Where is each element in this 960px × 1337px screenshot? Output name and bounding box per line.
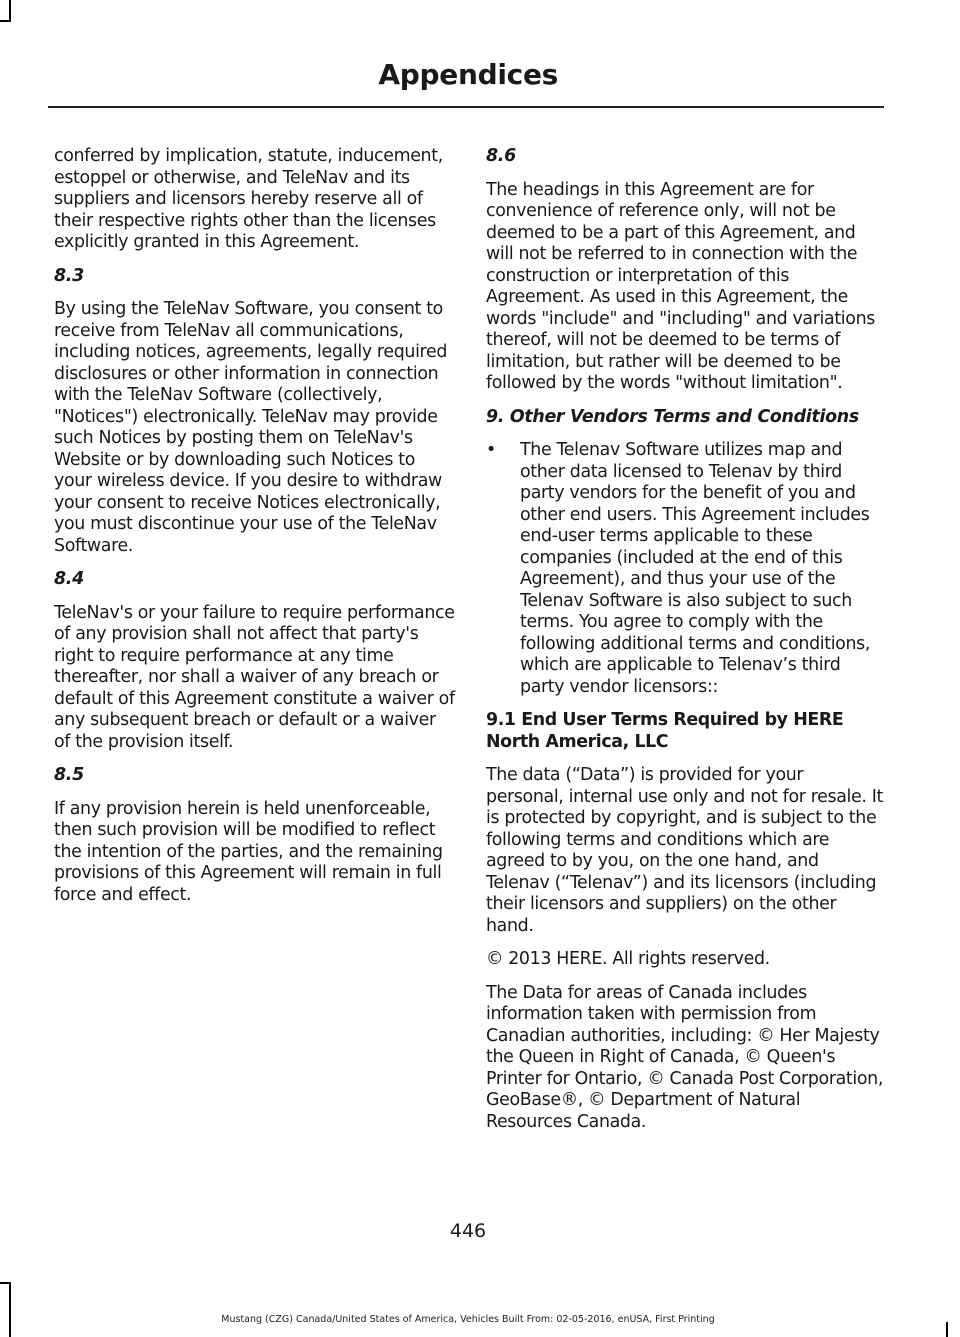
- section-9-heading: 9. Other Vendors Terms and Conditions: [486, 406, 859, 427]
- section-8-3-heading: 8.3: [54, 265, 84, 286]
- bullet-icon: •: [486, 440, 496, 460]
- intro-paragraph: conferred by implication, statute, inducement, estoppel or otherwise, and TeleNav and its suppliers and licensors hereby reserve all of their respective rights other than the licenses explicitly granted in this Agreement.: [54, 146, 443, 252]
- crop-mark-bottom-right: [946, 1322, 948, 1337]
- section-9-list: [486, 440, 884, 698]
- crop-mark-top-left: [9, 0, 11, 22]
- canada-data-text: The Data for areas of Canada includes information taken with permission from Canadian authorities, including: © Her Majesty the Queen in Right of Canada, © Queen's Printer for Ontario, © Canada Post Corporation, GeoBase®, © Department of Natural Resources Canada.: [486, 982, 884, 1132]
- left-column: [54, 146, 456, 918]
- page-number: 446: [449, 1220, 487, 1242]
- crop-mark-top-left-h: [0, 20, 11, 22]
- copyright-notice: © 2013 HERE. All rights reserved.: [486, 949, 770, 969]
- page-title: Appendices: [378, 58, 558, 91]
- header-divider: [48, 106, 884, 108]
- crop-mark-bottom-left-h: [0, 1282, 11, 1284]
- right-column: [486, 146, 884, 1145]
- crop-mark-bottom-left: [9, 1282, 11, 1337]
- section-9-1-heading: 9.1 End User Terms Required by HERE North America, LLC: [486, 710, 844, 752]
- section-8-4-text: TeleNav's or your failure to require performance of any provision shall not affect that party's right to require performance at any time thereafter, nor shall a waiver of any breach or default of this Agreement constitute a waiver of any subsequent breach or default or a waiver of the provision itself.: [54, 602, 455, 752]
- footer-text: Mustang (CZG) Canada/United States of America, Vehicles Built From: 02-05-2016, enUSA, First Printing: [221, 1314, 715, 1325]
- section-8-3-text: By using the TeleNav Software, you consent to receive from TeleNav all communications, including notices, agreements, legally required disclosures or other information in connection with the TeleNav Software (collectively, "Notices") electronically. TeleNav may provide such Notices by posting them on TeleNav's Website or by downloading such Notices to your wireless device. If you desire to withdraw your consent to receive Notices electronically, you must discontinue your use of the TeleNav Software.: [54, 299, 448, 556]
- list-item: [486, 440, 884, 698]
- section-8-5-heading: 8.5: [54, 765, 84, 785]
- section-8-5-text: If any provision herein is held unenforceable, then such provision will be modified to reflect the intention of the parties, and the remaining provisions of this Agreement will remain in full force and effect.: [54, 798, 443, 905]
- list-item-text: The Telenav Software utilizes map and other data licensed to Telenav by third party vendors for the benefit of you and other end users. This Agreement includes end-user terms applicable to these companies (included at the end of this Agreement), and thus your use of the Telenav Software is also subject to such terms. You agree to comply with the following additional terms and conditions, which are applicable to Telenav’s third party vendor licensors::: [520, 440, 871, 697]
- section-8-4-heading: 8.4: [54, 569, 84, 589]
- section-8-6-text: The headings in this Agreement are for convenience of reference only, will not be deemed to be a part of this Agreement, and will not be referred to in connection with the construction or interpretation of this Agreement. As used in this Agreement, the words "include" and "including" and variations thereof, will not be deemed to be terms of limitation, but rather will be deemed to be followed by the words "without limitation".: [486, 179, 875, 393]
- section-8-6-heading: 8.6: [486, 146, 516, 166]
- section-9-1-text: The data (“Data”) is provided for your personal, internal use only and not for resale. It is protected by copyright, and is subject to the following terms and conditions which are agreed to by you, on the one hand, and Telenav (“Telenav”) and its licensors (including their licensors and suppliers) on the other hand.: [486, 765, 883, 936]
